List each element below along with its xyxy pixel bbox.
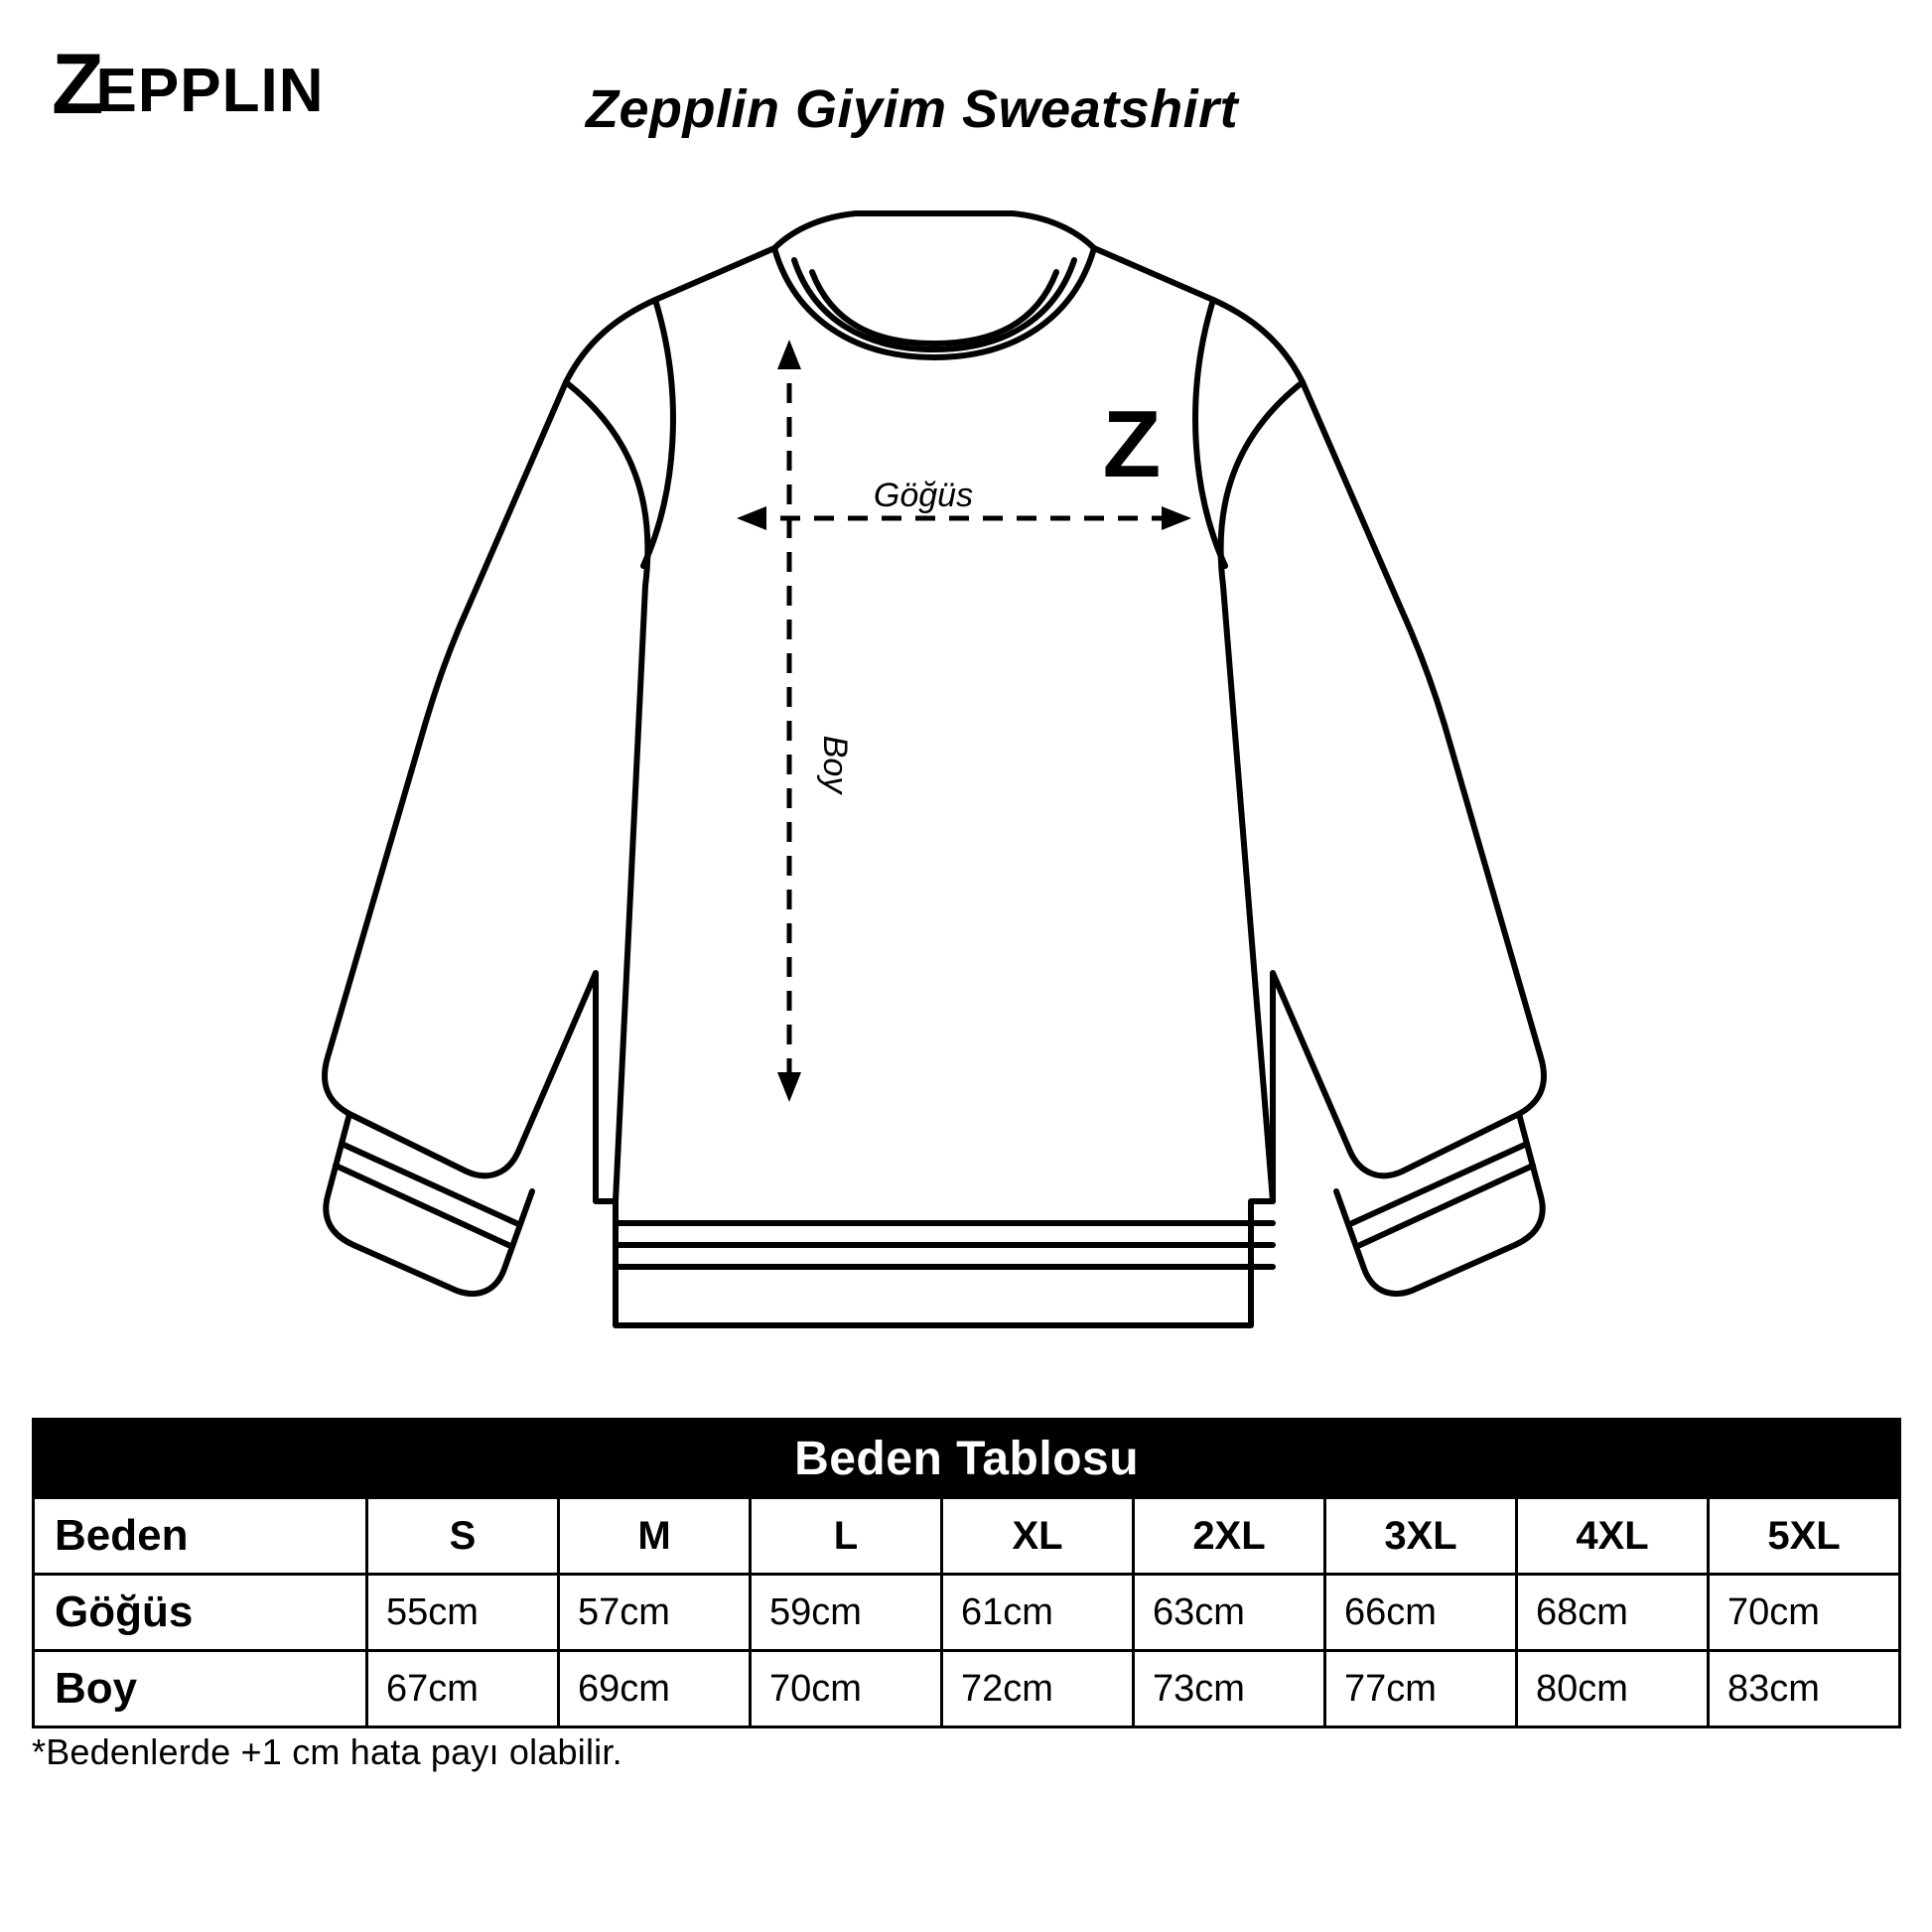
cell-boy-s: 67cm: [367, 1651, 559, 1727]
shirt-chest-logo: [1103, 391, 1162, 497]
cell-boy-xl: 72cm: [942, 1651, 1134, 1727]
cuff-right: [1336, 1114, 1543, 1294]
side-seam-right: [1223, 586, 1273, 1201]
header-cell-beden: Beden: [34, 1498, 367, 1575]
cell-gogus-s: 55cm: [367, 1575, 559, 1651]
header-cell-size-2xl: 2XL: [1134, 1498, 1325, 1575]
brand-logo: [52, 37, 325, 132]
cell-gogus-3xl: 66cm: [1325, 1575, 1517, 1651]
header-cell-size-s: S: [367, 1498, 559, 1575]
cell-boy-5xl: 83cm: [1709, 1651, 1900, 1727]
cell-gogus-2xl: 63cm: [1134, 1575, 1325, 1651]
cell-boy-l: 70cm: [751, 1651, 942, 1727]
table-row: [34, 1575, 1900, 1651]
page-header: [0, 0, 1932, 189]
size-table-title: Beden Tablosu: [34, 1420, 1900, 1498]
gogus-measure-label: Göğüs: [873, 477, 974, 514]
header-cell-size-4xl: 4XL: [1517, 1498, 1709, 1575]
cell-gogus-5xl: 70cm: [1709, 1575, 1900, 1651]
cell-boy-m: 69cm: [559, 1651, 751, 1727]
collar-rib-1: [794, 260, 1074, 349]
cell-boy-4xl: 80cm: [1517, 1651, 1709, 1727]
page-title-prefix: Zepplin Giyim: [586, 79, 963, 139]
table-header-row: [34, 1498, 1900, 1575]
collar-rib-2: [812, 272, 1056, 344]
table-row: [34, 1651, 1900, 1727]
size-table: [32, 1418, 1901, 1728]
row-label-gogus: Göğüs: [34, 1575, 367, 1651]
armhole-right: [1221, 382, 1303, 586]
page-title-product: Sweatshirt: [962, 79, 1239, 139]
header-cell-size-3xl: 3XL: [1325, 1498, 1517, 1575]
side-seam-left: [616, 586, 645, 1201]
cell-gogus-4xl: 68cm: [1517, 1575, 1709, 1651]
sweatshirt-drawing: [0, 169, 1932, 1360]
header-cell-size-xl: XL: [942, 1498, 1134, 1575]
cell-boy-3xl: 77cm: [1325, 1651, 1517, 1727]
sweatshirt-illustration: [0, 169, 1932, 1360]
sweatshirt-outline: [325, 213, 1544, 1325]
cuff-left: [326, 1114, 532, 1294]
boy-measure-label: Boy: [816, 735, 854, 794]
cell-boy-2xl: 73cm: [1134, 1651, 1325, 1727]
brand-logo-z: Z: [52, 37, 102, 132]
brand-logo-text: EPPLIN: [95, 57, 325, 125]
cell-gogus-l: 59cm: [751, 1575, 942, 1651]
cell-gogus-xl: 61cm: [942, 1575, 1134, 1651]
header-cell-size-m: M: [559, 1498, 751, 1575]
armhole-left: [566, 382, 647, 586]
size-table-footnote: *Bedenlerde +1 cm hata payı olabilir.: [32, 1731, 622, 1772]
page-title: [586, 79, 1238, 139]
size-table-container: [32, 1418, 1898, 1728]
length-dimension-arrow: [777, 340, 801, 1102]
cell-gogus-m: 57cm: [559, 1575, 751, 1651]
row-label-boy: Boy: [34, 1651, 367, 1727]
header-cell-size-l: L: [751, 1498, 942, 1575]
table-title-row: [34, 1420, 1900, 1498]
shirt-logo-z: Z: [1102, 391, 1162, 497]
header-cell-size-5xl: 5XL: [1709, 1498, 1900, 1575]
